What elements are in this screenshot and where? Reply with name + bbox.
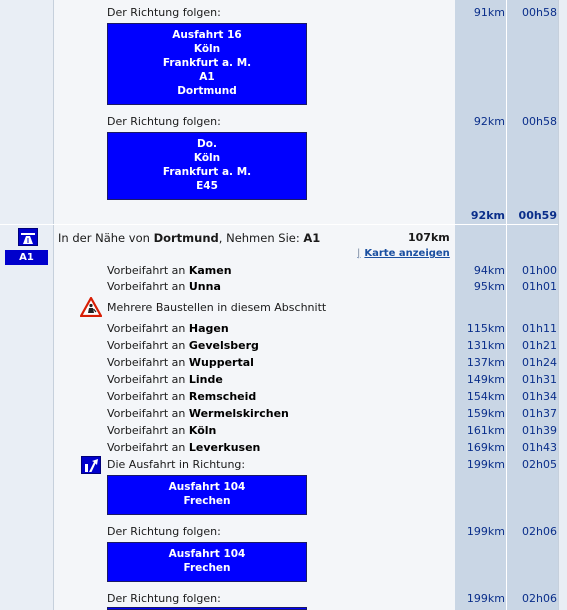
time-value: 02h06	[522, 525, 557, 538]
follow-direction-label: Der Richtung folgen:	[107, 115, 221, 128]
distance-value: 199km	[466, 458, 505, 471]
distance-value: 199km	[466, 525, 505, 538]
list-item: Vorbeifahrt an Linde	[107, 373, 223, 386]
sign-line: Do.	[197, 138, 217, 150]
sign-line: Dortmund	[177, 85, 237, 97]
time-value: 01h01	[522, 280, 557, 293]
right-edge-column	[558, 0, 567, 610]
list-item: Vorbeifahrt an Köln	[107, 424, 217, 437]
list-item: Vorbeifahrt an Leverkusen	[107, 441, 261, 454]
distance-value: 92km	[473, 115, 505, 128]
time-column	[507, 0, 558, 610]
distance-value: 94km	[473, 264, 505, 277]
time-value: 01h21	[522, 339, 557, 352]
take-road: A1	[303, 231, 321, 245]
list-item: Vorbeifahrt an Wuppertal	[107, 356, 254, 369]
sign-line: Frankfurt a. M.	[162, 166, 252, 178]
time-value: 01h39	[522, 424, 557, 437]
left-column	[0, 0, 54, 610]
time-value: 02h05	[522, 458, 557, 471]
time-value: 01h00	[522, 264, 557, 277]
sign-line: Frechen	[183, 562, 231, 574]
distance-value: 169km	[466, 441, 505, 454]
direction-sign	[107, 542, 307, 582]
distance-value: 159km	[466, 407, 505, 420]
time-value: 01h31	[522, 373, 557, 386]
near-text: In der Nähe von	[58, 231, 150, 245]
sign-line: Frechen	[183, 495, 231, 507]
list-item: Vorbeifahrt an Unna	[107, 280, 221, 293]
distance-value: 154km	[466, 390, 505, 403]
section-distance: 107km	[408, 231, 450, 244]
section-instruction	[58, 231, 320, 245]
sign-line: Frankfurt a. M.	[162, 57, 252, 69]
show-map-link[interactable]: | Karte anzeigen	[357, 248, 450, 259]
distance-value: 91km	[473, 6, 505, 19]
time-value: 01h11	[522, 322, 557, 335]
distance-value: 137km	[466, 356, 505, 369]
direction-sign	[107, 23, 307, 105]
distance-value: 95km	[473, 280, 505, 293]
list-item: Vorbeifahrt an Hagen	[107, 322, 229, 335]
road-badge: A1	[5, 250, 48, 265]
time-value: 01h37	[522, 407, 557, 420]
direction-sign	[107, 132, 307, 200]
distance-value: 131km	[466, 339, 505, 352]
list-item: Vorbeifahrt an Gevelsberg	[107, 339, 259, 352]
time-value: 02h06	[522, 592, 557, 605]
time-value: 00h58	[522, 6, 557, 19]
section-divider	[0, 224, 558, 225]
roadworks-notice: Mehrere Baustellen in diesem Abschnitt	[107, 301, 327, 314]
distance-value: 161km	[466, 424, 505, 437]
motorway-icon	[18, 228, 38, 246]
list-item: Vorbeifahrt an Remscheid	[107, 390, 257, 403]
subtotal-time: 00h59	[518, 209, 557, 222]
subtotal-distance: 92km	[470, 209, 505, 222]
time-value: 01h43	[522, 441, 557, 454]
exit-sign	[107, 475, 307, 515]
list-item: Vorbeifahrt an Kamen	[107, 264, 232, 277]
distance-value: 115km	[466, 322, 505, 335]
sign-line: Ausfahrt 16	[172, 29, 242, 41]
sign-line: Köln	[193, 152, 221, 164]
sign-line: Köln	[193, 43, 221, 55]
time-value: 01h34	[522, 390, 557, 403]
time-value: 00h58	[522, 115, 557, 128]
follow-direction-label: Der Richtung folgen:	[107, 525, 221, 538]
list-item: Vorbeifahrt an Wermelskirchen	[107, 407, 289, 420]
sign-line: E45	[196, 180, 218, 192]
exit-icon	[81, 456, 101, 474]
roadworks-warning-icon	[80, 297, 102, 317]
exit-label: Die Ausfahrt in Richtung:	[107, 458, 246, 471]
sign-line: A1	[199, 71, 215, 83]
distance-value: 199km	[466, 592, 505, 605]
near-city: Dortmund	[153, 231, 219, 245]
distance-value: 149km	[466, 373, 505, 386]
sign-line: Ausfahrt 104	[168, 548, 246, 560]
sign-line: Ausfahrt 104	[168, 481, 246, 493]
follow-direction-label: Der Richtung folgen:	[107, 6, 221, 19]
follow-direction-label: Der Richtung folgen:	[107, 592, 221, 605]
take-text: , Nehmen Sie:	[218, 231, 300, 245]
time-value: 01h24	[522, 356, 557, 369]
distance-column	[455, 0, 506, 610]
